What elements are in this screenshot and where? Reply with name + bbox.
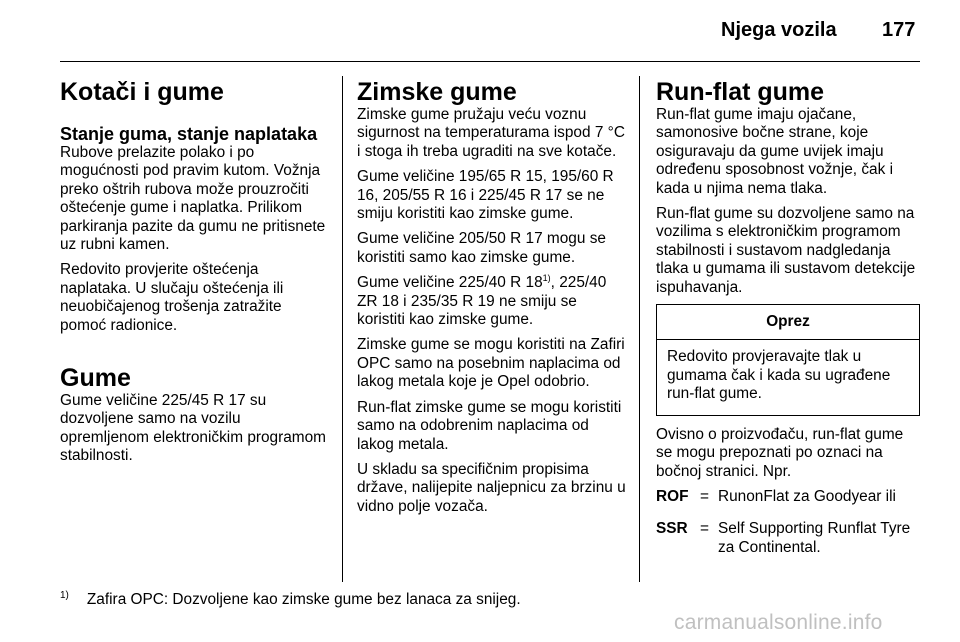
paragraph: Run-flat zimske gume se mogu koristiti samo na odobrenim naplacima od lakog metala. bbox=[357, 398, 622, 453]
paragraph: Gume veličine 195/65 R 15, 195/60 R 16, 205/55 R 16 i 225/45 R 17 se ne smiju koristiti kao zimske gume. bbox=[357, 168, 614, 223]
subheading-tyre-rim-condition: Stanje guma, stanje naplataka bbox=[60, 124, 318, 144]
section-title: Njega vozila bbox=[721, 19, 837, 41]
paragraph: Run-flat gume su dozvoljene samo na vozilima s elektroničkim programom stabilnosti i sustavom nadgledanja tlaka u gumama ili sustavom detekcije ispuhavanja. bbox=[656, 205, 916, 296]
paragraph: Zimske gume se mogu koristiti na Zafiri OPC samo na posebnim naplacima od lakog metala koje je Opel odobrio. bbox=[357, 336, 625, 391]
footnote-text: Zafira OPC: Dozvoljene kao zimske gume bez lanaca za snijeg. bbox=[86, 591, 521, 609]
paragraph: U skladu sa specifičnim propisima države, nalijepite naljepnicu za brzinu u vidno polje vozača. bbox=[357, 460, 626, 515]
paragraph: Run-flat gume imaju ojačane, samonosive bočne strane, koje osiguravaju da gume uvijek imaju određenu sposobnost vožnje, čak i kada u njima nema tlaka. bbox=[656, 106, 893, 197]
column-2 bbox=[357, 76, 627, 523]
caution-box bbox=[656, 304, 920, 416]
abbreviation-value: RunonFlat za Goodyear ili bbox=[718, 487, 896, 505]
footnote bbox=[60, 590, 521, 609]
heading-winter-tyres: Zimske gume bbox=[357, 78, 517, 106]
footnote-mark: 1) bbox=[60, 590, 69, 601]
paragraph: Redovito provjerite oštećenja naplataka. U slučaju oštećenja ili neuobičajenog trošenja zatražite pomoć radionice. bbox=[60, 261, 284, 334]
paragraph: Ovisno o proizvođaču, run-flat gume se mogu prepoznati po oznaci na bočnoj stranici. Npr. bbox=[656, 425, 904, 480]
abbreviation-row bbox=[656, 520, 922, 557]
paragraph: Gume veličine 225/45 R 17 su dozvoljene samo na vozilu opremljenom elektroničkim programom stabilnosti. bbox=[60, 392, 327, 465]
chapter-title: Kotači i gume bbox=[60, 78, 224, 106]
abbreviation-eq: = bbox=[700, 520, 709, 538]
column-3 bbox=[656, 76, 922, 565]
page-number: 177 bbox=[882, 19, 916, 41]
column-1 bbox=[60, 76, 332, 473]
abbreviation-key: ROF bbox=[656, 487, 689, 505]
column-divider-1 bbox=[342, 76, 343, 582]
paragraph: Rubove prelazite polako i po mogućnosti pod pravim kutom. Vožnja preko oštrih rubova može prouzročiti oštećenje gume i naplatka. Prilikom parkiranja pazite da gumu ne pritisnete uz rubni kamen. bbox=[60, 144, 326, 254]
abbreviation-row bbox=[656, 488, 922, 506]
paragraph-text: Gume veličine 225/40 R 18 bbox=[357, 274, 543, 292]
caution-title: Oprez bbox=[657, 305, 919, 340]
header-rule bbox=[60, 61, 920, 62]
abbreviation-key: SSR bbox=[656, 520, 688, 538]
paragraph: Zimske gume pružaju veću voznu sigurnost na temperaturama ispod 7 °C i stoga ih treba ugraditi na sve kotače. bbox=[357, 106, 625, 160]
abbreviation-eq: = bbox=[700, 487, 709, 505]
watermark: carmanualsonline.info bbox=[674, 611, 883, 634]
page-header bbox=[0, 0, 960, 62]
footnote-ref: 1) bbox=[542, 273, 551, 284]
abbreviation-value: Self Supporting Runflat Tyre za Continental. bbox=[718, 520, 911, 556]
heading-run-flat-tyres: Run-flat gume bbox=[656, 78, 825, 106]
paragraph-text: , 225/40 ZR 18 i 235/35 R 19 ne smiju se koristiti kao zimske gume. bbox=[357, 274, 607, 329]
paragraph: Gume veličine 205/50 R 17 mogu se koristiti samo kao zimske gume. bbox=[357, 230, 606, 266]
column-divider-2 bbox=[639, 76, 640, 582]
paragraph bbox=[357, 274, 627, 329]
heading-tyres: Gume bbox=[60, 364, 131, 393]
caution-text: Redovito provjeravajte tlak u gumama čak i kada su ugrađene run-flat gume. bbox=[667, 348, 891, 403]
